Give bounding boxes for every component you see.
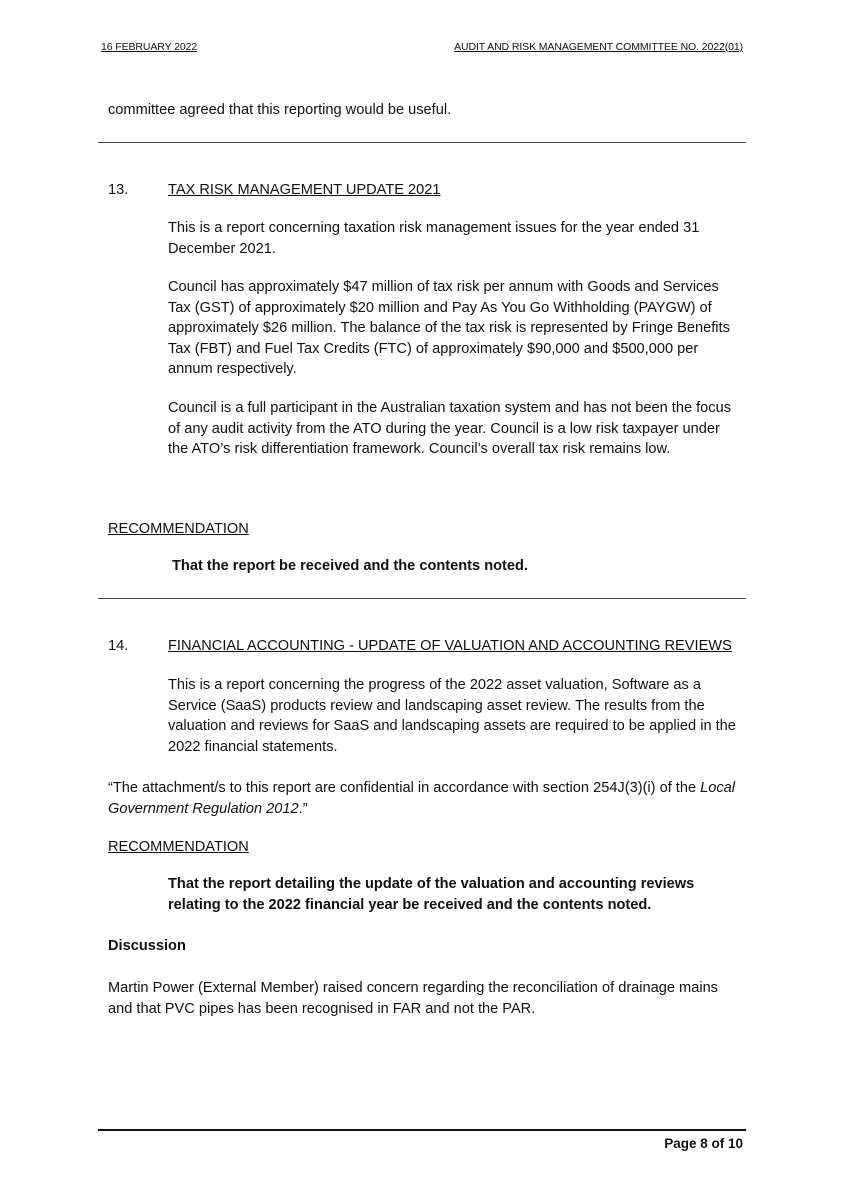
- footer-divider: [98, 1129, 746, 1131]
- item-13-paragraph-1: This is a report concerning taxation risk management issues for the year ended 31 December 2021.: [168, 220, 700, 257]
- section-divider: [98, 142, 746, 143]
- item-14-paragraph-1: This is a report concerning the progress of the 2022 asset valuation, Software as a Service (SaaS) products review and landscaping asset review. The results from the valuation and reviews for SaaS and landscaping assets are required to be applied in the 2022 financial statements.: [168, 677, 736, 755]
- page-number: Page 8 of 10: [664, 1136, 743, 1151]
- discussion-text: Martin Power (External Member) raised concern regarding the reconciliation of drainage mains and that PVC pipes has been recognised in FAR and not the PAR.: [108, 980, 718, 1017]
- item-13-title: TAX RISK MANAGEMENT UPDATE 2021: [168, 182, 441, 198]
- item-14-recommendation-text: That the report detailing the update of the valuation and accounting reviews relating to the 2022 financial year be received and the contents noted.: [168, 876, 695, 913]
- item-13-paragraph-2: Council has approximately $47 million of tax risk per annum with Goods and Services Tax (GST) of approximately $20 million and Pay As You Go Withholding (PAYGW) of approximately $26 million. The balance of the tax risk is represented by Fringe Benefits Tax (FBT) and Fuel Tax Credits (FTC) of approximately $90,000 and $500,000 per annum respectively.: [168, 279, 730, 378]
- item-13-paragraph-3: Council is a full participant in the Australian taxation system and has not been the focus of any audit activity from the ATO during the year. Council is a low risk taxpayer under the ATO’s risk differentiation framework. Council’s overall tax risk remains low.: [168, 400, 731, 458]
- item-14-recommendation-heading: RECOMMENDATION: [108, 839, 249, 855]
- confidentiality-text: “The attachment/s to this report are confidential in accordance with section 254J(3)(i) of the: [108, 780, 701, 796]
- header-committee: AUDIT AND RISK MANAGEMENT COMMITTEE NO. 2022(01): [454, 41, 743, 53]
- confidentiality-text-end: .”: [298, 800, 308, 817]
- confidentiality-notice: [108, 778, 740, 819]
- item-14-title: FINANCIAL ACCOUNTING - UPDATE OF VALUATION AND ACCOUNTING REVIEWS: [168, 638, 732, 654]
- item-13-recommendation-text: That the report be received and the contents noted.: [172, 558, 528, 574]
- header-date: 16 FEBRUARY 2022: [101, 41, 198, 53]
- section-divider: [98, 598, 746, 599]
- item-13-number: 13.: [108, 182, 129, 198]
- item-14-number: 14.: [108, 638, 129, 654]
- discussion-heading: Discussion: [108, 938, 186, 954]
- intro-line: committee agreed that this reporting would be useful.: [108, 102, 452, 118]
- regulation-name: Local Government Regulation 2012: [108, 780, 736, 817]
- item-13-recommendation-heading: RECOMMENDATION: [108, 521, 249, 537]
